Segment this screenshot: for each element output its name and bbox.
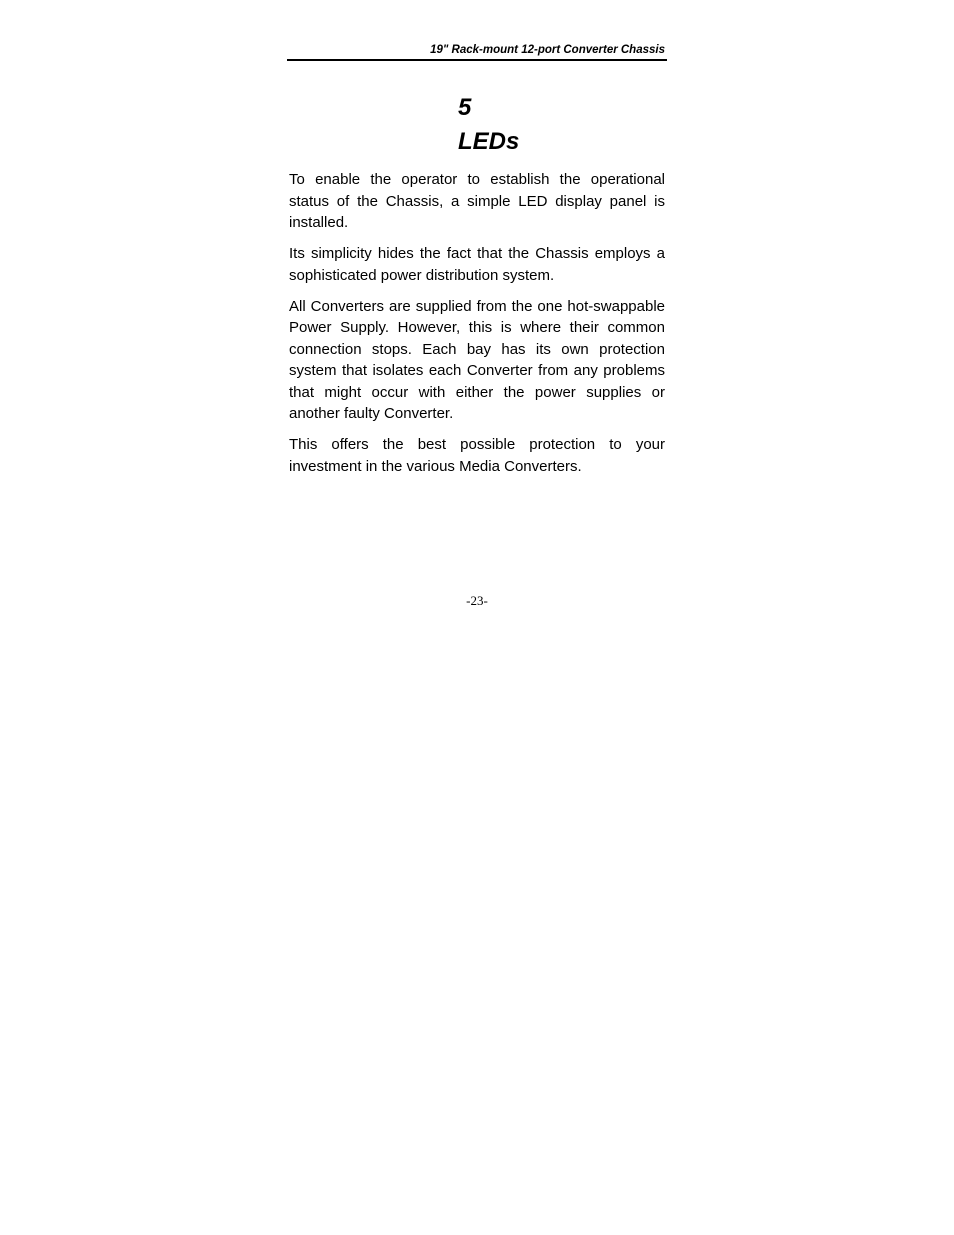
body-text	[289, 169, 665, 487]
paragraph-1: To enable the operator to establish the operational status of the Chassis, a simple LED display panel is installed.	[289, 171, 665, 231]
chapter-number: 5	[458, 94, 472, 121]
paragraph-4: This offers the best possible protection to your investment in the various Media Converters.	[289, 436, 665, 475]
paragraph-3: All Converters are supplied from the one hot-swappable Power Supply. However, this is where their common connection stops. Each bay has its own protection system that isolates each Converter from any problems that might occur with either the power supplies or another faulty Converter.	[289, 297, 665, 422]
paragraph-2: Its simplicity hides the fact that the Chassis employs a sophisticated power distribution system.	[289, 245, 665, 284]
header-rule	[287, 59, 667, 61]
running-header: 19" Rack-mount 12-port Converter Chassis	[430, 44, 665, 56]
chapter-title: LEDs	[458, 128, 520, 155]
page-number: -23-	[466, 593, 488, 608]
